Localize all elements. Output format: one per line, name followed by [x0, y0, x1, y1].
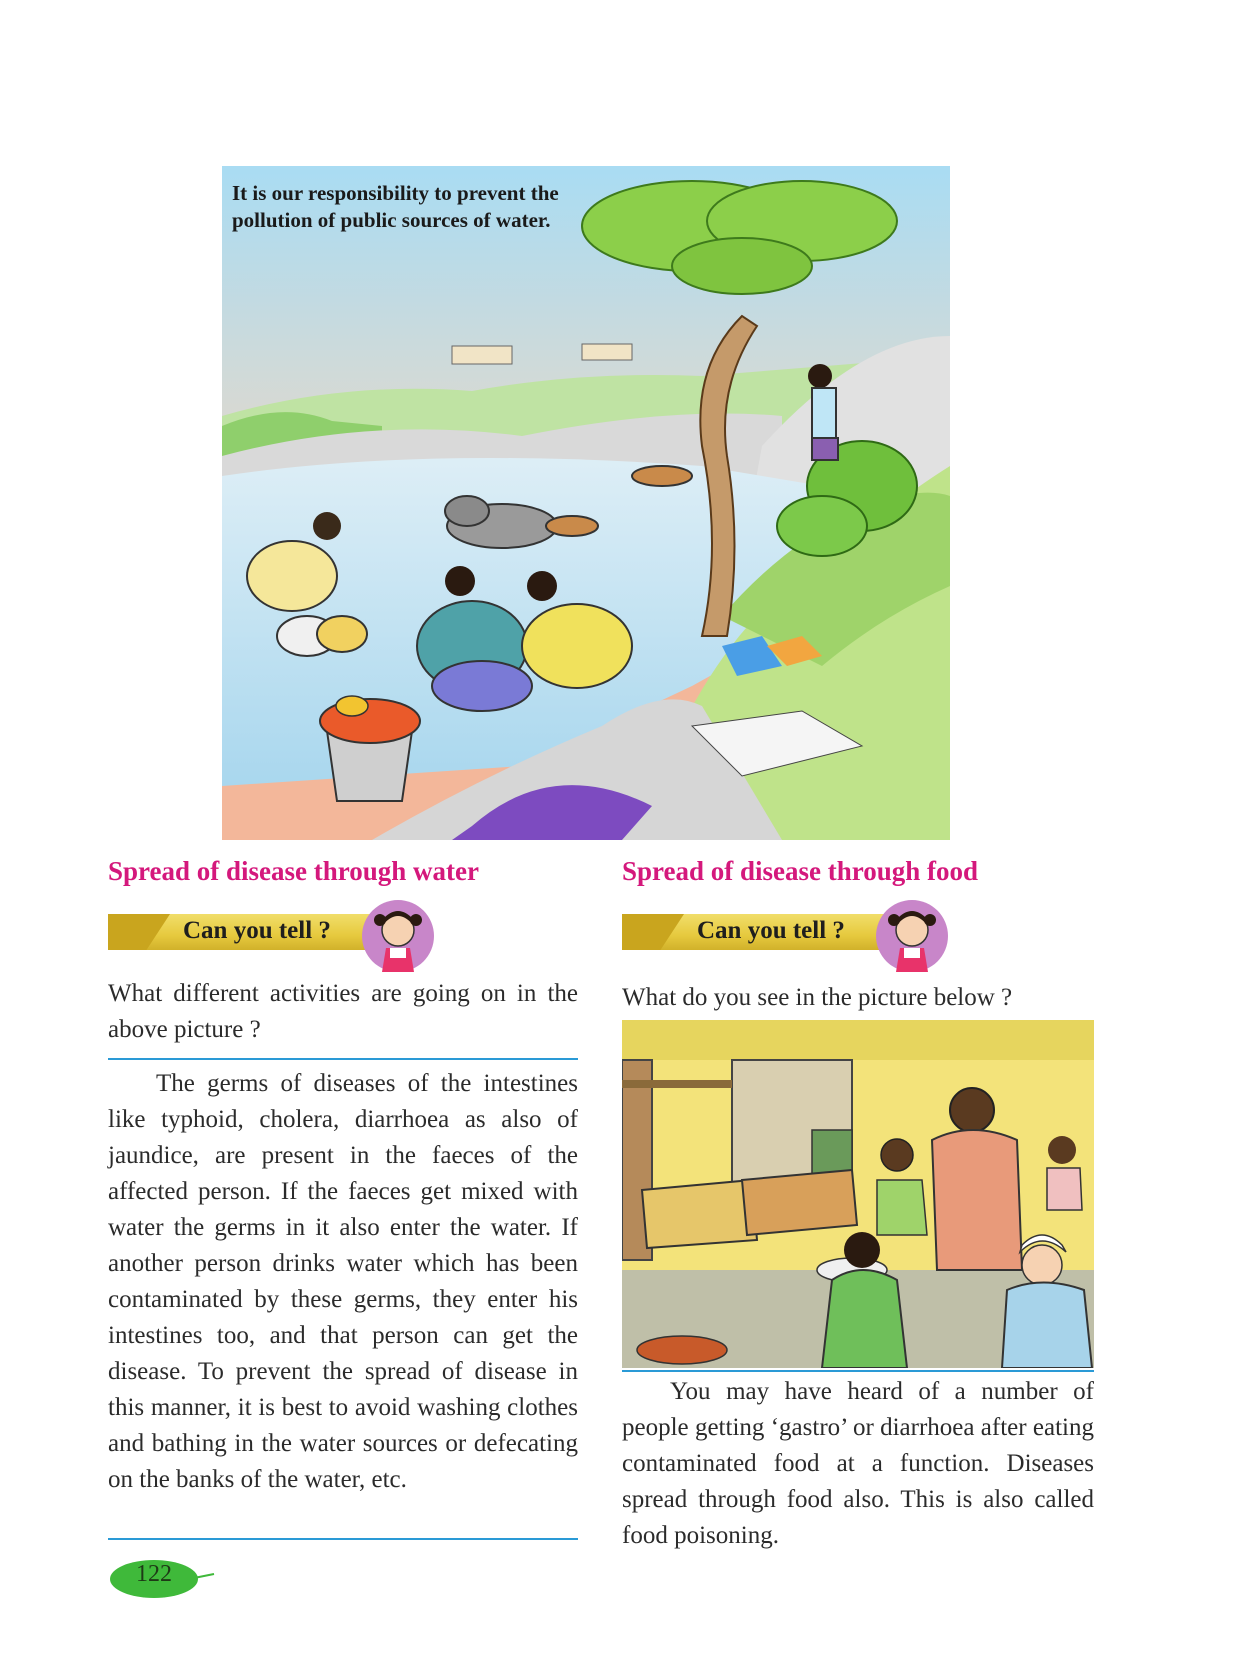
river-pollution-illustration	[222, 166, 950, 840]
water-section-heading: Spread of disease through water	[108, 856, 480, 886]
illustration-caption: It is our responsibility to prevent the pollution of public sources of water.	[232, 181, 559, 232]
water-question-divider	[108, 1058, 578, 1060]
food-section-heading: Spread of disease through food	[622, 856, 979, 886]
food-body-text: You may have heard of a number of people getting ‘gastro’ or diarrhoea after eating contaminated food at a function. Diseases spread through food also. This is also called food poisoning.	[622, 1378, 1094, 1549]
water-body-text: The germs of diseases of the intestines like typhoid, cholera, diarrhoea as also of jaundice, are present in the faeces of the affected person. If the faeces get mixed with water the germs in it also enter the water. If another person drinks water which has been contaminated by these germs, they enter his intestines too, and that person can get the disease. To prevent the spread of disease in this manner, it is best to avoid washing clothes and bathing in the water sources or defecating on the banks of the water, etc.	[108, 1070, 578, 1493]
food-stall-illustration	[622, 1020, 1094, 1368]
girl-mascot-icon	[356, 898, 440, 978]
food-picture-divider	[622, 1370, 1094, 1372]
water-body-divider	[108, 1538, 578, 1540]
can-you-tell-label: Can you tell ?	[697, 917, 845, 944]
girl-mascot-icon	[870, 898, 954, 978]
food-question: What do you see in the picture below ?	[622, 984, 1013, 1011]
page-number: 122	[136, 1561, 172, 1587]
water-question: What different activities are going on in the above picture ?	[108, 980, 578, 1043]
can-you-tell-label: Can you tell ?	[183, 917, 331, 944]
